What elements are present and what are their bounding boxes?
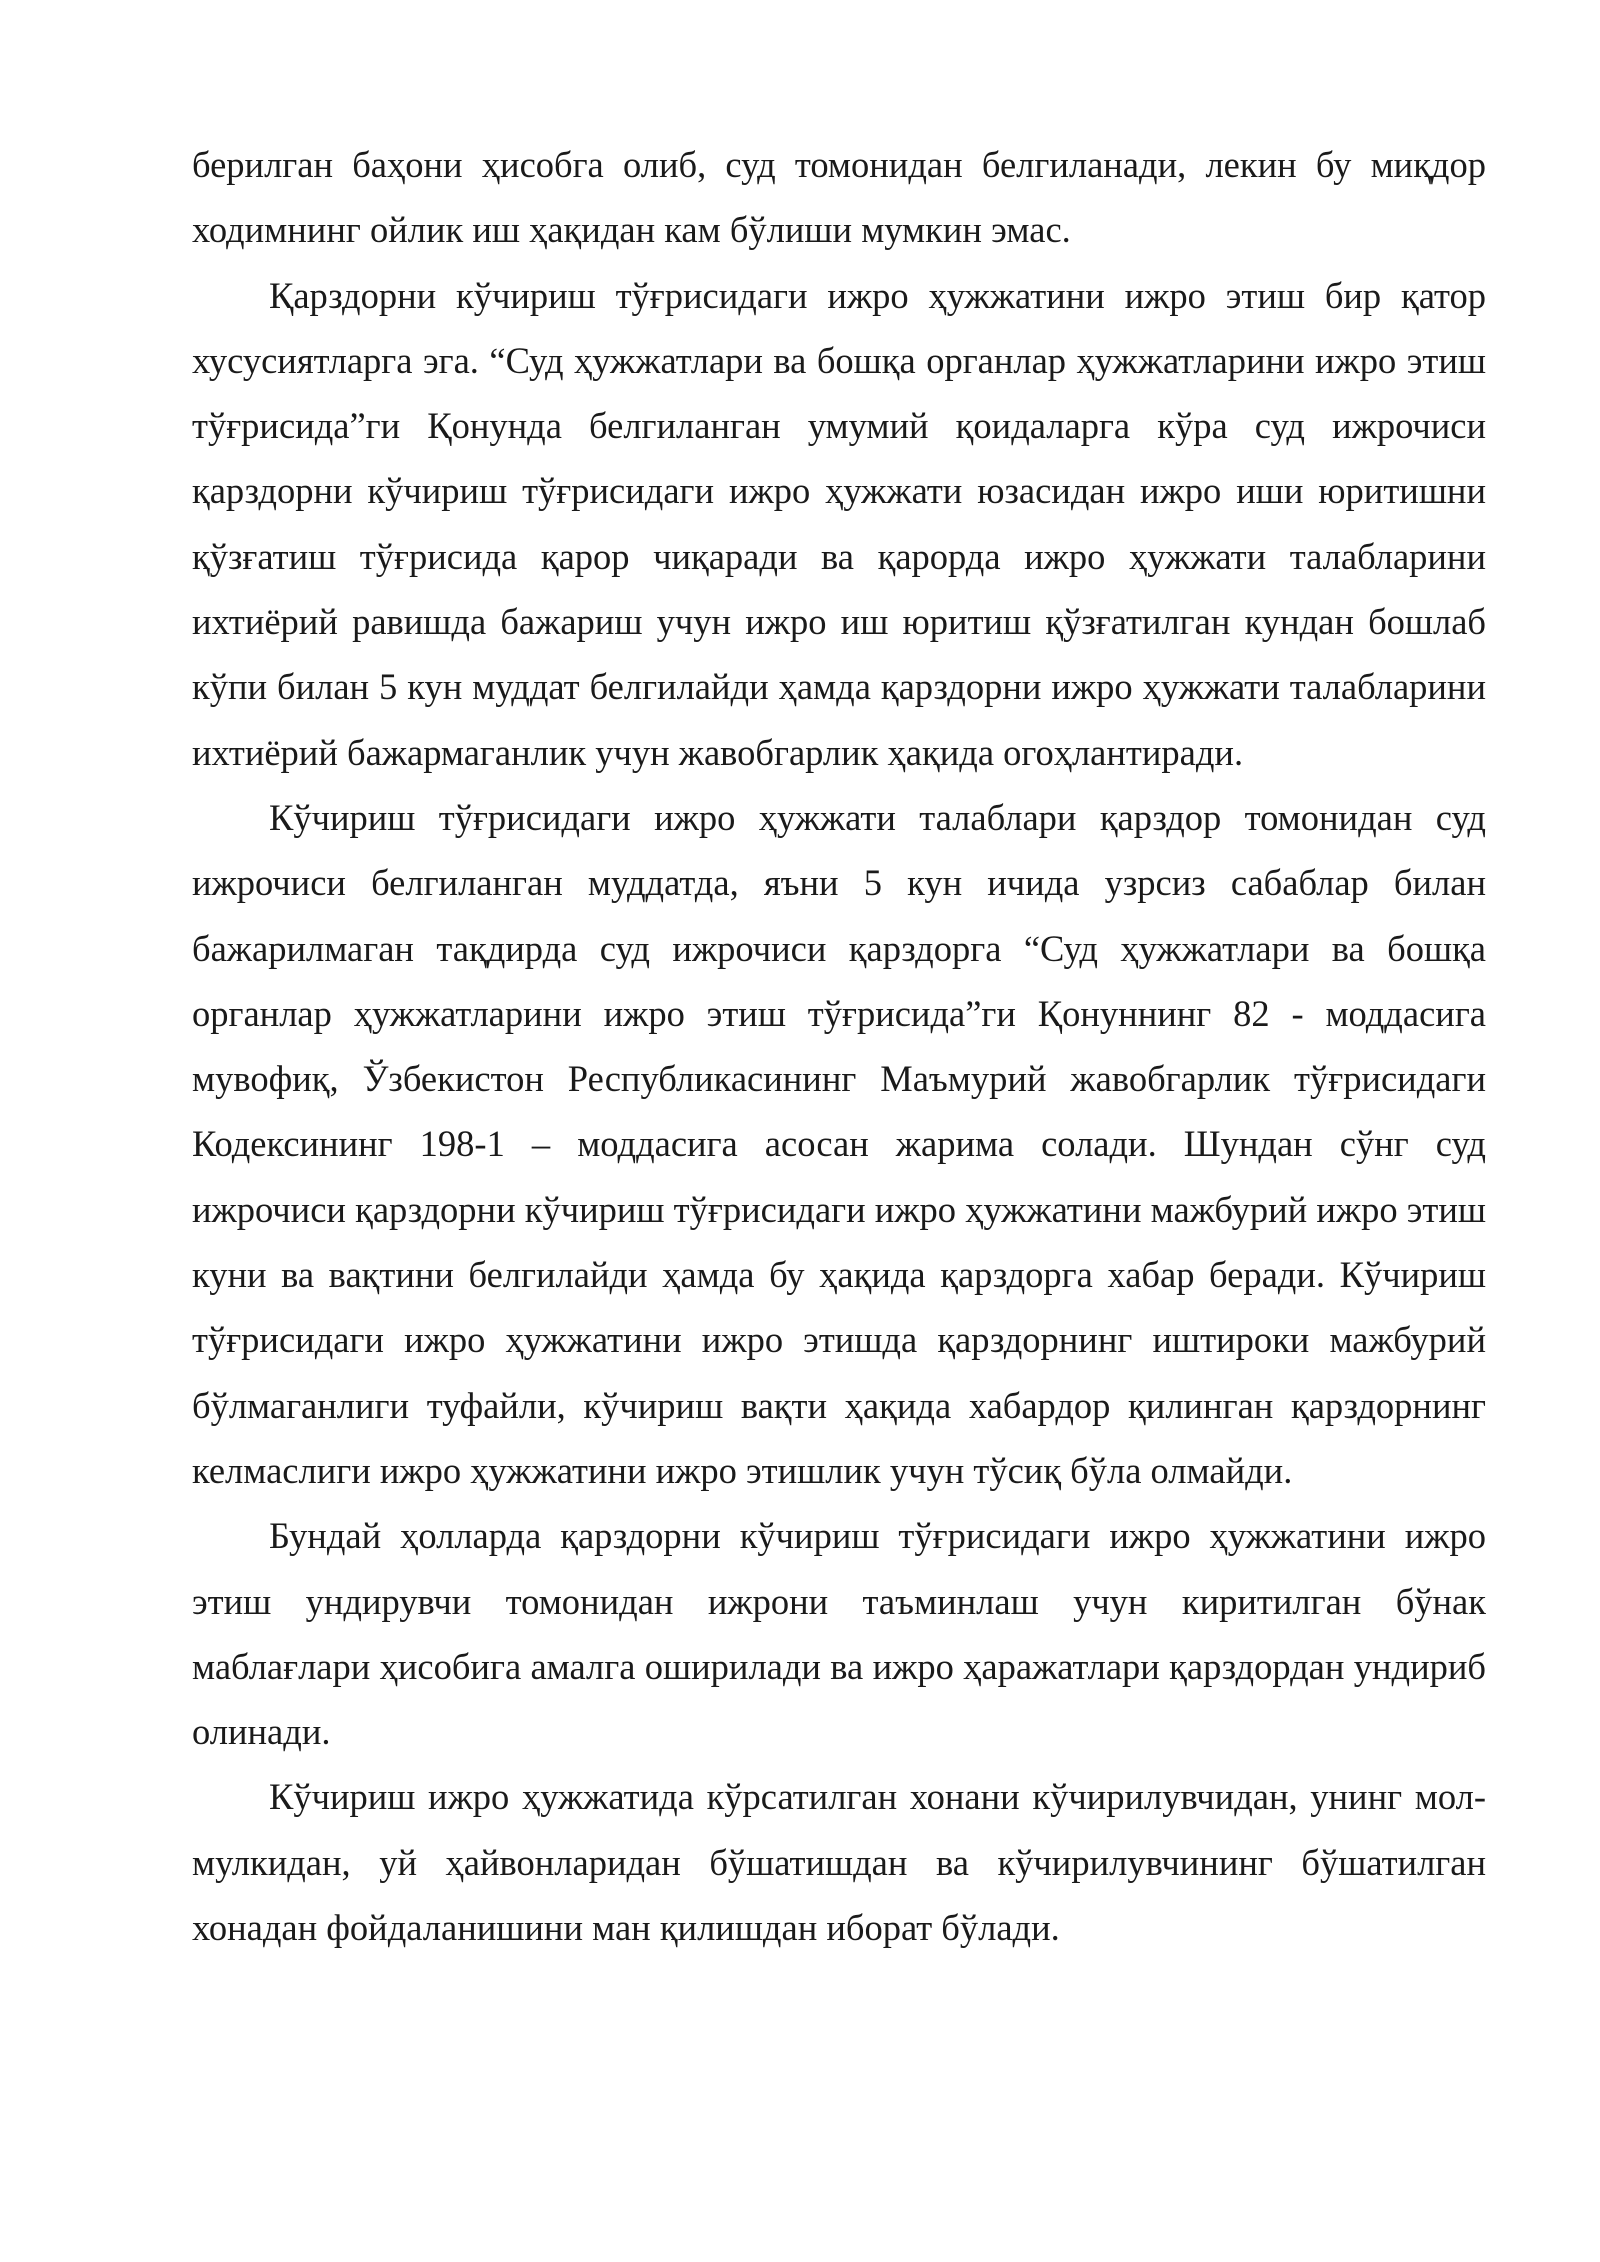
document-page xyxy=(192,132,1486,1960)
paragraph-4: Бундай ҳолларда қарздорни кўчириш тўғрисидаги ижро ҳужжатини ижро этиш ундирувчи томонидан ижрони таъминлаш учун киритилган бўнак маблағлари ҳисобига амалга оширилади ва ижро ҳаражатлари қарздордан ундириб олинади. xyxy=(192,1515,1486,1753)
paragraph-5: Кўчириш ижро ҳужжатида кўрсатилган хонани кўчирилувчидан, унинг мол-мулкидан, уй ҳайвонларидан бўшатишдан ва кўчирилувчининг бўшатилган хонадан фойдаланишини ман қилишдан иборат бўлади. xyxy=(192,1776,1486,1949)
paragraph-1: берилган баҳони ҳисобга олиб, суд томонидан белгиланади, лекин бу миқдор ходимнинг ойлик иш ҳақидан кам бўлиши мумкин эмас. xyxy=(192,144,1486,251)
paragraph-3: Кўчириш тўғрисидаги ижро ҳужжати талаблари қарздор томонидан суд ижрочиси белгиланган муддатда, яъни 5 кун ичида узрсиз сабаблар билан бажарилмаган тақдирда суд ижрочиси қарздорга “Суд ҳужжатлари ва бошқа органлар ҳужжатларини ижро этиш тўғрисида”ги Қонуннинг 82 - моддасига мувофиқ, Ўзбекистон Республикасининг Маъмурий жавобгарлик тўғрисидаги Кодексининг 198-1 – моддасига асосан жарима солади. Шундан сўнг суд ижрочиси қарздорни кўчириш тўғрисидаги ижро ҳужжатини мажбурий ижро этиш куни ва вақтини белгилайди ҳамда бу ҳақида қарздорга хабар беради. Кўчириш тўғрисидаги ижро ҳужжатини ижро этишда қарздорнинг иштироки мажбурий бўлмаганлиги туфайли, кўчириш вақти ҳақида хабардор қилинган қарздорнинг келмаслиги ижро ҳужжатини ижро этишлик учун тўсиқ бўла олмайди. xyxy=(192,796,1486,1491)
paragraph-2: Қарздорни кўчириш тўғрисидаги ижро ҳужжатини ижро этиш бир қатор хусусиятларга эга. “Суд ҳужжатлари ва бошқа органлар ҳужжатларини ижро этиш тўғрисида”ги Қонунда белгиланган умумий қоидаларга кўра суд ижрочиси қарздорни кўчириш тўғрисидаги ижро ҳужжати юзасидан ижро иши юритишни қўзғатиш тўғрисида қарор чиқаради ва қарорда ижро ҳужжати талабларини ихтиёрий равишда бажариш учун ижро иш юритиш қўзғатилган кундан бошлаб кўпи билан 5 кун муддат белгилайди ҳамда қарздорни ижро ҳужжати талабларини ихтиёрий бажармаганлик учун жавобгарлик ҳақида огоҳлантиради. xyxy=(192,274,1486,773)
